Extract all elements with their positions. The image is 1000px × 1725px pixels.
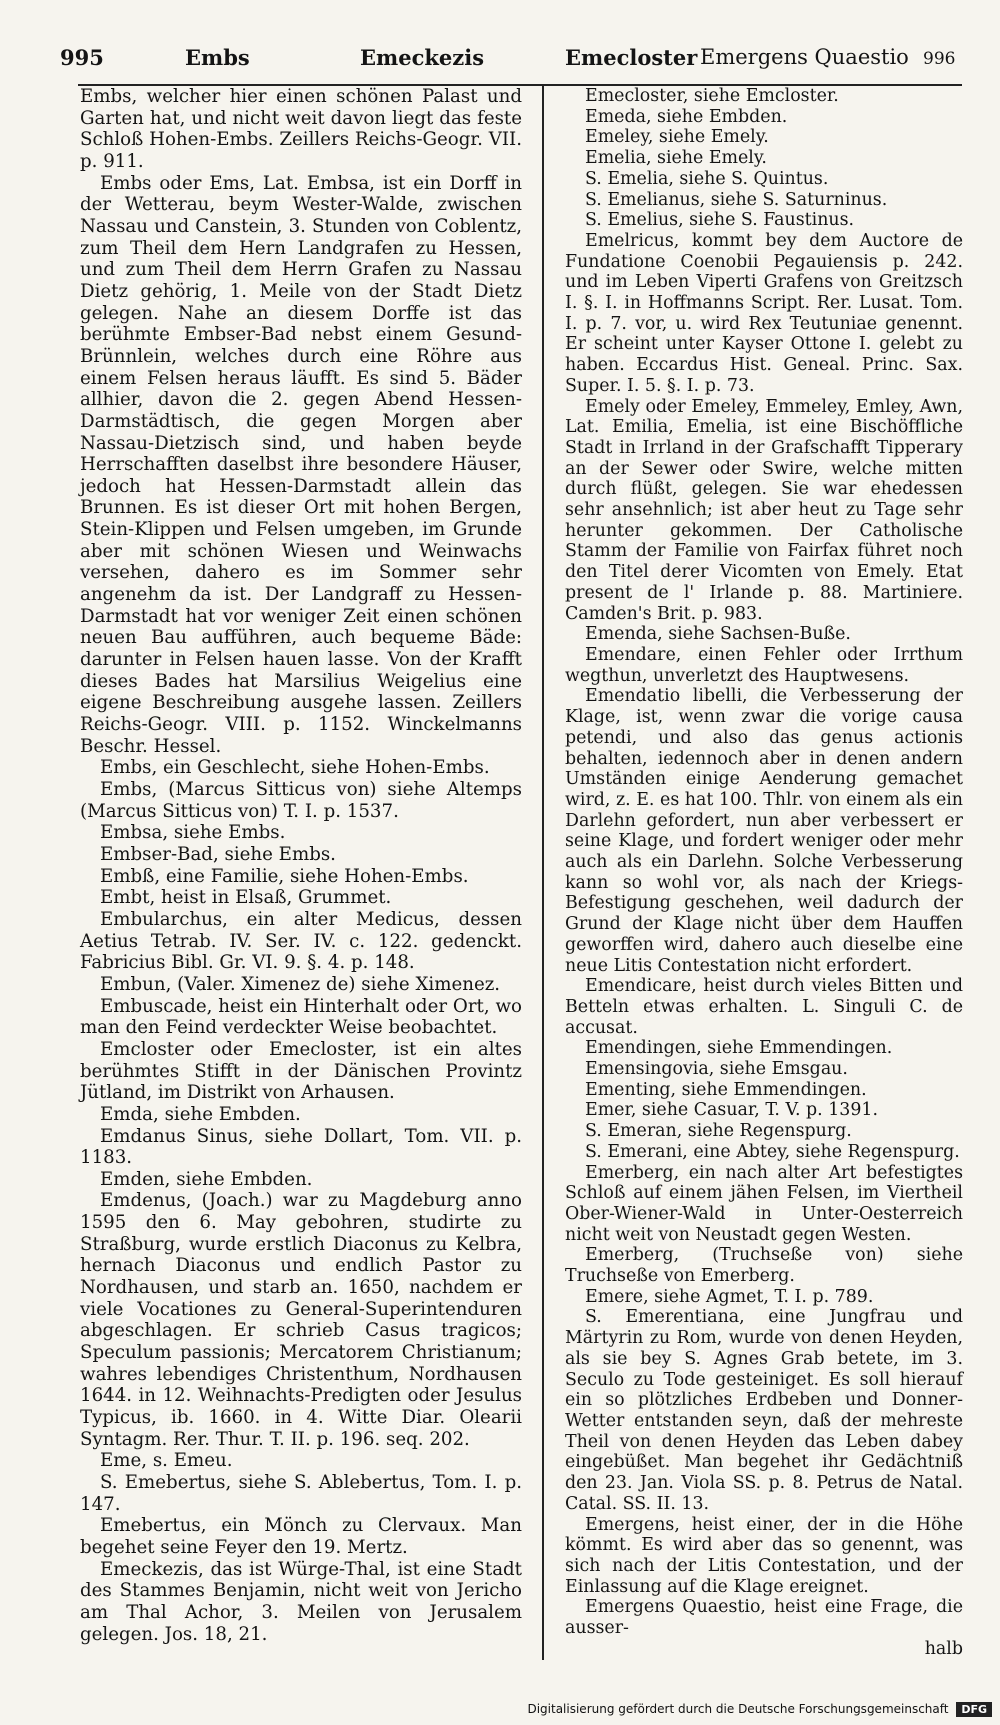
running-header: [60, 45, 960, 85]
page-number-right: 996: [923, 49, 956, 69]
dictionary-entry: Emelricus, kommt bey dem Auctore de Fundatione Coenobii Pegauiensis p. 242. und im Leben Viperti Grafens von Greitzsch I. §. I. in Hoffmanns Script. Rer. Lusat. Tom. I. p. 7. vor, u. wird Rex Teutuniae genennt. Er scheint unter Kayser Ottone I. gelebt zu haben. Eccardus Hist. Geneal. Princ. Sax. Super. I. 5. §. I. p. 73.: [565, 230, 963, 396]
dictionary-entry: Emendare, einen Fehler oder Irrthum wegthun, unverletzt des Hauptwesens.: [565, 644, 963, 686]
dictionary-entry: Emendatio libelli, die Verbesserung der Klage, ist, wenn zwar die vorige causa petendi, und also das genus actionis behalten, iedennoch aber in denen andern Umständen einige Aenderung gemachet wird, z. E. es hat 100. Thlr. von einem als ein Darlehn gefordert, nun aber verbessert er seine Klage, und fordert weniger oder mehr auch als ein Darlehn. Solche Verbesserung kann so wohl vor, als nach der Kriegs-Befestigung geschehen, weil dadurch der Grund der Klage nicht über dem Hauffen geworffen wird, dahero auch dieselbe eine neue Litis Contestation nicht erfordert.: [565, 686, 963, 976]
digitization-footer: [527, 1702, 992, 1717]
catchword: halb: [924, 1638, 963, 1659]
column-divider: [542, 86, 544, 1660]
dictionary-entry: Emendicare, heist durch vieles Bitten und Betteln etwas erhalten. L. Singuli C. de accusat.: [565, 976, 963, 1038]
dictionary-entry: S. Emelius, siehe S. Faustinus.: [585, 210, 855, 231]
dictionary-entry: Emensingovia, siehe Emsgau.: [585, 1059, 848, 1080]
entry-continuation: Embs, welcher hier einen schönen Palast und Garten hat, und nicht weit davon liegt das feste Schloß Hohen-Embs. Zeillers Reichs-Geogr. VII. p. 911.: [80, 86, 522, 172]
dictionary-entry: Emeda, siehe Embden.: [585, 106, 788, 127]
header-headword-3: Emecloster: [565, 45, 698, 70]
dictionary-entry: Emda, siehe Embden.: [100, 1103, 301, 1125]
dictionary-entry: Embt, heist in Elsaß, Grummet.: [100, 887, 392, 909]
header-headword-2: Emeckezis: [360, 45, 485, 70]
dictionary-entry: Emelia, siehe Emely.: [585, 148, 767, 169]
dictionary-entry: Embuscade, heist ein Hinterhalt oder Ort, wo man den Feind verdeckter Weise beobachtet.: [80, 995, 522, 1039]
header-headword-1: Embs: [185, 45, 250, 70]
footer-text: Digitalisierung gefördert durch die Deutsche Forschungsgemeinschaft: [527, 1702, 949, 1716]
dictionary-entry: Embsa, siehe Embs.: [100, 822, 286, 844]
right-column: [565, 86, 963, 1659]
page-number-left: 995: [60, 45, 104, 70]
dictionary-entry: Embun, (Valer. Ximenez de) siehe Ximenez.: [100, 973, 501, 995]
dictionary-entry: Ementing, siehe Emmendingen.: [585, 1079, 867, 1100]
left-column: [80, 86, 522, 1645]
dictionary-entry: Embß, eine Familie, siehe Hohen-Embs.: [100, 865, 469, 887]
dictionary-entry: Emden, siehe Embden.: [100, 1168, 313, 1190]
dictionary-entry: S. Emerani, eine Abtey, siehe Regenspurg.: [585, 1141, 960, 1162]
dictionary-entry: Emenda, siehe Sachsen-Buße.: [585, 624, 851, 645]
dictionary-entry: Emeley, siehe Emely.: [585, 127, 769, 148]
dictionary-entry: Emerberg, ein nach alter Art befestigtes Schloß auf einem jähen Felsen, im Viertheil Ober-Wiener-Wald in Unter-Oesterreich nicht weit von Neustadt gegen Westen.: [565, 1162, 963, 1245]
dfg-logo: DFG: [956, 1702, 992, 1717]
dictionary-entry: Embser-Bad, siehe Embs.: [100, 843, 336, 865]
dictionary-entry: S. Emelianus, siehe S. Saturninus.: [585, 189, 888, 210]
dictionary-entry: Emergens Quaestio, heist eine Frage, die ausser-: [565, 1597, 963, 1639]
dictionary-entry: Embs oder Ems, Lat. Embsa, ist ein Dorff in der Wetterau, beym Wester-Walde, zwischen Nassau und Canstein, 3. Stunden von Coblentz, zum Theil dem Hern Landgrafen zu Hessen, und zum Theil dem Herrn Grafen zu Nassau Dietz gehörig, 1. Meile von der Stadt Dietz gelegen. Nahe an diesem Dorffe ist das berühmte Embser-Bad nebst einem Gesund-Brünnlein, welches durch eine Röhre aus einem Felsen heraus läufft. Es sind 5. Bäder allhier, davon die 2. gegen Abend Hessen-Darmstädtisch, die gegen Morgen aber Nassau-Dietzisch sind, und haben beyde Herrschafften daselbst ihre besondere Häuser, jedoch hat Hessen-Darmstadt allein das Brunnen. Es ist dieser Ort mit hohen Bergen, Stein-Klippen und Felsen umgeben, im Grunde aber mit schönen Wiesen und Weinwachs versehen, dahero es im Sommer sehr angenehm da ist. Der Landgraff zu Hessen-Darmstadt hat vor weniger Zeit einen schönen neuen Bau aufführen, auch bequeme Bäde: darunter in Felsen hauen lasse. Von der Krafft dieses Bades hat Marsilius Weigelius eine eigene Beschreibung ausgehe lassen. Zeillers Reichs-Geogr. VIII. p. 1152. Winckelmanns Beschr. Hessel.: [80, 172, 522, 757]
dictionary-entry: Emecloster, siehe Emcloster.: [585, 86, 839, 106]
dictionary-entry: S. Emebertus, siehe S. Ablebertus, Tom. I. p. 147.: [80, 1472, 522, 1515]
dictionary-entry: S. Emelia, siehe S. Quintus.: [585, 168, 829, 189]
dictionary-entry: Emcloster oder Emecloster, ist ein altes berühmtes Stifft in der Dänischen Provintz Jütland, im Distrikt von Arhausen.: [80, 1038, 522, 1104]
dictionary-entry: Emely oder Emeley, Emmeley, Emley, Awn, Lat. Emilia, Emelia, ist eine Bischöffliche Stadt in Irrland in der Grafschafft Tipperary an der Sewer oder Swire, welche mitten durch flüßt, gelegen. Sie war ehedessen sehr ansehnlich; ist aber heut zu Tage sehr herunter gekommen. Der Catholische Stamm der Familie von Fairfax führet noch den Titel derer Vicomten von Emely. Etat present de l' Irlande p. 88. Martiniere. Camden's Brit. p. 983.: [565, 396, 963, 624]
dictionary-entry: Emebertus, ein Mönch zu Clervaux. Man begehet seine Feyer den 19. Mertz.: [80, 1515, 522, 1558]
dictionary-entry: Emdanus Sinus, siehe Dollart, Tom. VII. p. 1183.: [80, 1125, 522, 1169]
header-headword-4: Emergens Quaestio: [700, 45, 909, 69]
dictionary-entry: Emeckezis, das ist Würge-Thal, ist eine Stadt des Stammes Benjamin, nicht weit von Jericho am Thal Achor, 3. Meilen von Jerusalem gelegen. Jos. 18, 21.: [80, 1558, 522, 1645]
dictionary-entry: Emendingen, siehe Emmendingen.: [585, 1038, 893, 1059]
dictionary-entry: S. Emerentiana, eine Jungfrau und Märtyrin zu Rom, wurde von denen Heyden, als sie bey S. Agnes Grab betete, im 3. Seculo zu Tode gesteiniget. Es soll hierauf ein so plötzliches Erdbeben und Donner-Wetter entstanden seyn, daß der mehreste Theil von denen Heyden das Leben dabey eingebüßet. Man begehet ihr Gedächtniß den 23. Jan. Viola SS. p. 8. Petrus de Natal. Catal. SS. II. 13.: [565, 1307, 963, 1514]
dictionary-entry: S. Emeran, siehe Regenspurg.: [585, 1121, 852, 1142]
dictionary-entry: Emer, siehe Casuar, T. V. p. 1391.: [585, 1100, 879, 1121]
dictionary-entry: Emere, siehe Agmet, T. I. p. 789.: [585, 1286, 874, 1307]
dictionary-entry: Emerberg, (Truchseße von) siehe Truchseße von Emerberg.: [565, 1245, 963, 1287]
dictionary-entry: Embs, ein Geschlecht, siehe Hohen-Embs.: [100, 757, 490, 779]
dictionary-entry: Eme, s. Emeu.: [100, 1450, 233, 1472]
dictionary-entry: Embs, (Marcus Sitticus von) siehe Altemps (Marcus Sitticus von) T. I. p. 1537.: [80, 779, 522, 822]
dictionary-entry: Emergens, heist einer, der in die Höhe kömmt. Es wird aber das so genennt, was sich nach der Litis Contestation, und der Einlassung auf die Klage ereignet.: [565, 1514, 963, 1597]
dictionary-entry: Emdenus, (Joach.) war zu Magdeburg anno 1595 den 6. May gebohren, studirte zu Straßburg, wurde erstlich Diaconus zu Kelbra, hernach Diaconus und endlich Pastor zu Nordhausen, und starb an. 1650, nachdem er viele Vocationes zu General-Superintenduren abgeschlagen. Er schrieb Casus tragicos; Speculum passionis; Mercatorem Christianum; wahres lebendiges Christenthum, Nordhausen 1644. in 12. Weihnachts-Predigten oder Jesulus Typicus, ib. 1660. in 4. Witte Diar. Olearii Syntagm. Rer. Thur. T. II. p. 196. seq. 202.: [80, 1190, 522, 1450]
dictionary-entry: Embularchus, ein alter Medicus, dessen Aetius Tetrab. IV. Ser. IV. c. 122. gedenckt. Fabricius Bibl. Gr. VI. 9. §. 4. p. 148.: [80, 908, 522, 974]
